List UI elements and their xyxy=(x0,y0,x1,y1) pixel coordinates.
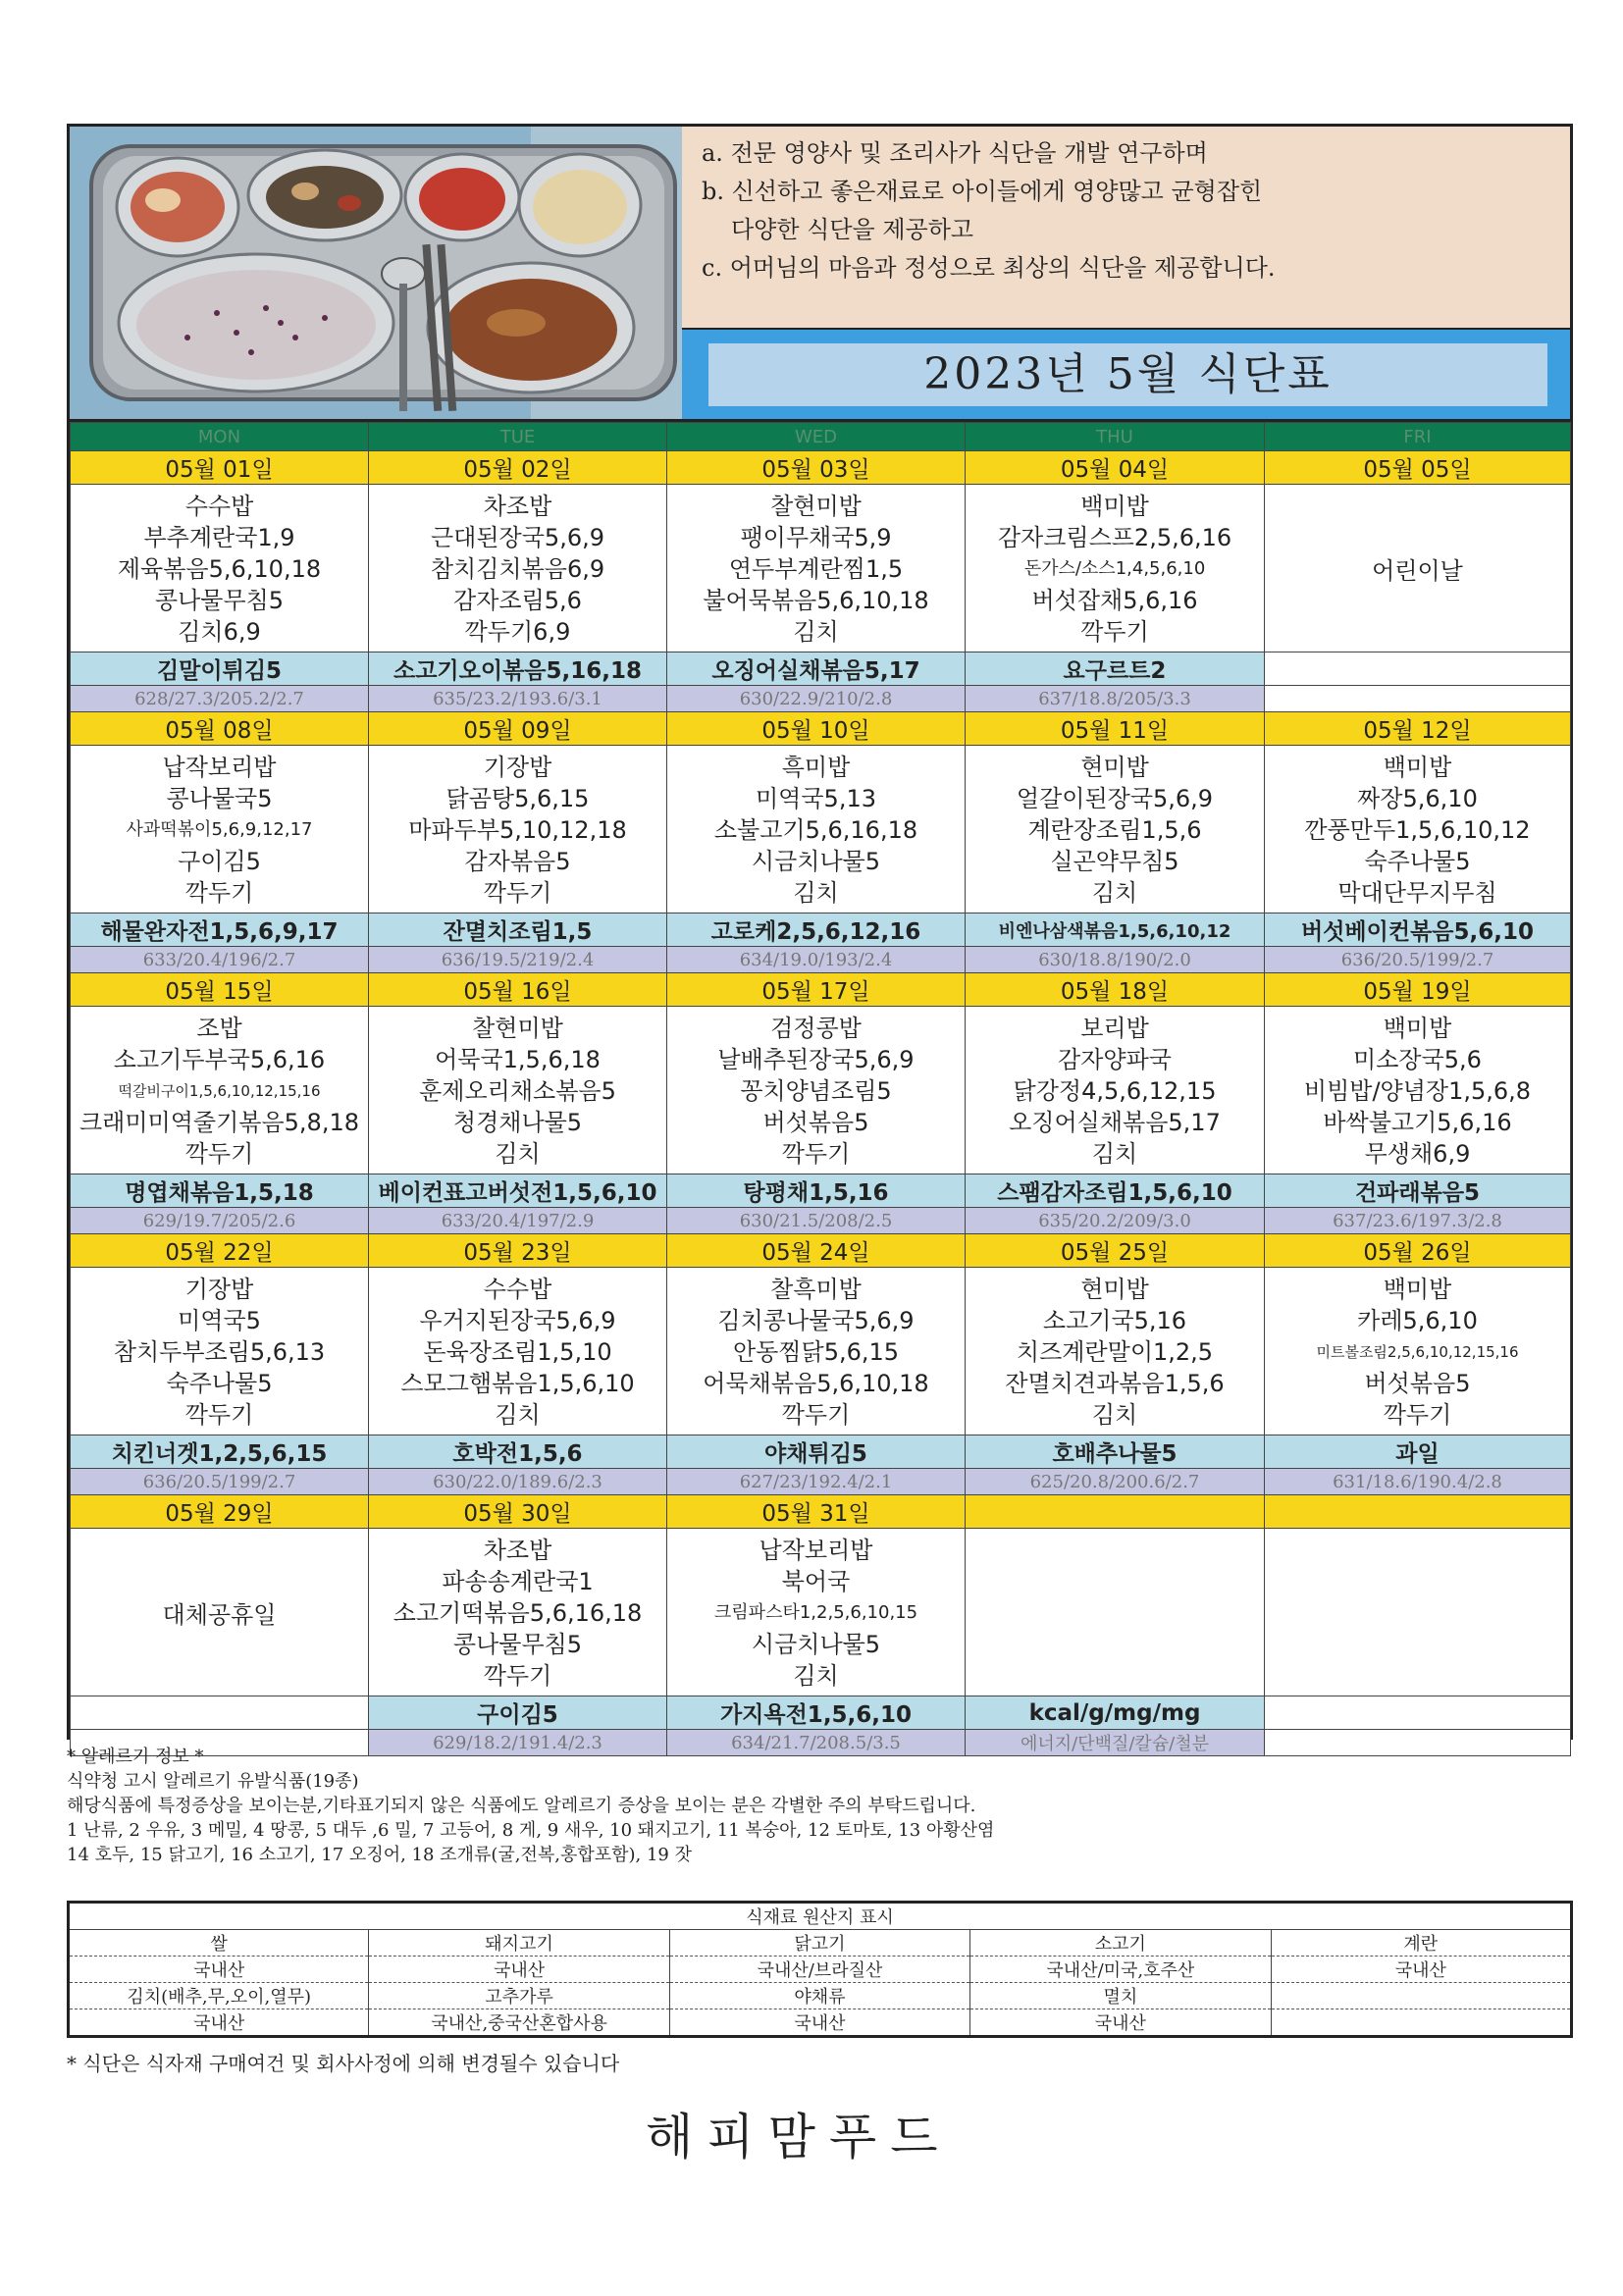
date-cell: 05월 19일 xyxy=(1265,973,1571,1007)
change-notice: * 식단은 식자재 구매여건 및 회사사정에 의해 변경될수 있습니다 xyxy=(67,2052,620,2075)
page-title: 2023년 5월 식단표 xyxy=(708,343,1547,406)
date-cell: 05월 08일 xyxy=(71,712,369,746)
menu-item: 소고기떡볶음5,6,16,18 xyxy=(393,1599,643,1627)
menu-item: 깍두기 xyxy=(184,879,254,907)
menu-item: 제육볶음5,6,10,18 xyxy=(117,555,322,583)
menu-cell xyxy=(966,746,1265,913)
allergy-line: 14 호두, 15 닭고기, 16 소고기, 17 오징어, 18 조개류(굴,전복,홍합포함), 19 잣 xyxy=(67,1845,692,1865)
menu-item: 무생채6,9 xyxy=(1364,1140,1471,1168)
nutrition-row xyxy=(71,1208,1571,1234)
date-cell: 05월 23일 xyxy=(369,1234,667,1268)
menu-item: 대체공휴일 xyxy=(162,1601,277,1629)
snack-cell: 김말이튀김5 xyxy=(71,652,369,686)
menu-cell xyxy=(369,485,667,652)
menu-cell xyxy=(369,746,667,913)
menu-row xyxy=(71,1007,1571,1174)
menu-item: 비빔밥/양념장1,5,6,8 xyxy=(1303,1077,1532,1105)
snack-cell: 요구르트2 xyxy=(966,652,1265,686)
date-row xyxy=(71,451,1571,485)
menu-item: 기장밥 xyxy=(483,754,552,781)
menu-item: 불어묵볶음5,6,10,18 xyxy=(703,587,929,614)
menu-item: 김치 xyxy=(1091,1401,1138,1429)
menu-item: 소고기국5,16 xyxy=(1042,1307,1187,1334)
origin-cell: 국내산 xyxy=(369,1957,669,1983)
menu-item: 깍두기 xyxy=(1383,1401,1452,1429)
menu-cell xyxy=(71,746,369,913)
menu-item: 보리밥 xyxy=(1080,1015,1149,1042)
origin-cell: 고추가루 xyxy=(369,1983,669,2009)
nutrition-cell xyxy=(1265,686,1571,712)
nutrition-cell: 637/23.6/197.3/2.8 xyxy=(1265,1208,1571,1234)
date-cell: 05월 02일 xyxy=(369,451,667,485)
nutrition-row xyxy=(71,686,1571,712)
origin-row xyxy=(69,2009,1572,2037)
menu-item: 시금치나물5 xyxy=(751,1631,881,1658)
menu-item: 안동찜닭5,6,15 xyxy=(732,1338,900,1366)
menu-item: 우거지된장국5,6,9 xyxy=(419,1307,616,1334)
menu-item: 미역국5,13 xyxy=(756,785,876,812)
menu-item: 백미밥 xyxy=(1383,754,1452,781)
menu-item: 꽁치양념조림5 xyxy=(740,1077,892,1105)
menu-item: 소고기두부국5,6,16 xyxy=(113,1046,326,1073)
menu-item: 김치콩나물국5,6,9 xyxy=(717,1307,915,1334)
allergy-heading: * 알레르기 정보 * xyxy=(67,1747,204,1767)
origin-row xyxy=(69,1957,1572,1983)
date-row xyxy=(71,1234,1571,1268)
menu-item: 납작보리밥 xyxy=(162,754,277,781)
nutrition-cell: 630/22.0/189.6/2.3 xyxy=(369,1469,667,1495)
menu-item: 시금치나물5 xyxy=(751,848,881,875)
date-cell: 05월 18일 xyxy=(966,973,1265,1007)
menu-cell xyxy=(966,1268,1265,1435)
snack-cell: 비엔나삼색볶음1,5,6,10,12 xyxy=(966,913,1265,947)
nutrition-cell: 636/20.5/199/2.7 xyxy=(1265,947,1571,973)
menu-item: 감자크림스프2,5,6,16 xyxy=(997,524,1232,551)
menu-item: 소불고기5,6,16,18 xyxy=(713,816,918,844)
intro-line-b: b. 신선하고 좋은재료로 아이들에게 영양많고 균형잡힌 xyxy=(702,178,1263,205)
allergy-line: 1 난류, 2 우유, 3 메밀, 4 땅콩, 5 대두 ,6 밀, 7 고등어, 8 게, 9 새우, 10 돼지고기, 11 복숭아, 12 토마토, 13 아황산염 xyxy=(67,1820,995,1841)
snack-cell: 야채튀김5 xyxy=(667,1435,966,1469)
origin-cell: 소고기 xyxy=(970,1930,1271,1957)
origin-row xyxy=(69,1930,1572,1957)
menu-cell xyxy=(966,485,1265,652)
menu-item: 깍두기 xyxy=(483,879,552,907)
nutrition-cell: 에너지/단백질/칼슘/철분 xyxy=(966,1730,1265,1756)
date-cell: 05월 15일 xyxy=(71,973,369,1007)
weekday-header-row xyxy=(71,423,1571,451)
menu-item: 버섯잡채5,6,16 xyxy=(1031,587,1198,614)
menu-cell xyxy=(71,1268,369,1435)
date-cell: 05월 05일 xyxy=(1265,451,1571,485)
menu-item: 파송송계란국1 xyxy=(442,1568,594,1595)
menu-item: 실곤약무침5 xyxy=(1050,848,1179,875)
menu-item: 참치김치볶음6,9 xyxy=(430,555,605,583)
menu-item: 잔멸치견과볶음1,5,6 xyxy=(1005,1370,1225,1397)
nutrition-cell: 633/20.4/197/2.9 xyxy=(369,1208,667,1234)
menu-item: 북어국 xyxy=(781,1568,851,1595)
menu-item: 감자양파국 xyxy=(1058,1046,1172,1073)
nutrition-cell: 635/23.2/193.6/3.1 xyxy=(369,686,667,712)
nutrition-cell: 636/20.5/199/2.7 xyxy=(71,1469,369,1495)
company-name: 해피맘푸드 xyxy=(646,2109,952,2166)
menu-cell xyxy=(369,1007,667,1174)
snack-row xyxy=(71,1174,1571,1208)
menu-item: 김치 xyxy=(1091,879,1138,907)
snack-cell xyxy=(71,1696,369,1730)
menu-row xyxy=(71,746,1571,913)
menu-item: 검정콩밥 xyxy=(770,1015,862,1042)
menu-item: 어묵채볶음5,6,10,18 xyxy=(703,1370,929,1397)
menu-cell xyxy=(667,1268,966,1435)
menu-row xyxy=(71,1268,1571,1435)
menu-item: 사과떡볶이5,6,9,12,17 xyxy=(126,819,313,840)
snack-cell: 탕평채1,5,16 xyxy=(667,1174,966,1208)
snack-cell: 해물완자전1,5,6,9,17 xyxy=(71,913,369,947)
intro-line-c: c. 어머님의 마음과 정성으로 최상의 식단을 제공합니다. xyxy=(702,254,1276,282)
origin-cell: 국내산/브라질산 xyxy=(669,1957,969,1983)
menu-cell xyxy=(966,1007,1265,1174)
origin-cell: 국내산/미국,호주산 xyxy=(970,1957,1271,1983)
menu-item: 연두부계란찜1,5 xyxy=(728,555,904,583)
snack-cell: 구이김5 xyxy=(369,1696,667,1730)
nutrition-cell: 627/23/192.4/2.1 xyxy=(667,1469,966,1495)
intro-line-a: a. 전문 영양사 및 조리사가 식단을 개발 연구하며 xyxy=(702,139,1208,167)
origin-cell: 쌀 xyxy=(69,1930,369,1957)
origin-cell: 닭고기 xyxy=(669,1930,969,1957)
date-cell: 05월 01일 xyxy=(71,451,369,485)
menu-item: 어묵국1,5,6,18 xyxy=(435,1046,601,1073)
menu-item: 숙주나물5 xyxy=(166,1370,273,1397)
menu-item: 참치두부조림5,6,13 xyxy=(113,1338,326,1366)
menu-item: 깍두기 xyxy=(184,1140,254,1168)
menu-item: 백미밥 xyxy=(1383,1015,1452,1042)
menu-item: 김치6,9 xyxy=(178,618,261,646)
menu-item: 팽이무채국5,9 xyxy=(740,524,892,551)
origin-row xyxy=(69,1983,1572,2009)
nutrition-cell: 630/22.9/210/2.8 xyxy=(667,686,966,712)
menu-item: 콩나물무침5 xyxy=(452,1631,583,1658)
menu-item: 막대단무지무침 xyxy=(1337,879,1497,907)
menu-item: 돈가스/소스1,4,5,6,10 xyxy=(1023,558,1206,579)
menu-item: 찰흑미밥 xyxy=(770,1276,862,1303)
menu-cell xyxy=(1265,746,1571,913)
menu-item: 김치 xyxy=(1091,1140,1138,1168)
menu-item: 부추계란국1,9 xyxy=(143,524,295,551)
menu-item: 감자볶음5 xyxy=(464,848,571,875)
snack-cell: 오징어실채볶음5,17 xyxy=(667,652,966,686)
menu-item: 김치 xyxy=(793,618,839,646)
snack-row xyxy=(71,652,1571,686)
nutrition-cell: 630/18.8/190/2.0 xyxy=(966,947,1265,973)
menu-item: 스모그햄볶음1,5,6,10 xyxy=(400,1370,635,1397)
menu-item: 콩나물무침5 xyxy=(154,587,285,614)
weekday-thu: THU xyxy=(966,423,1265,451)
origin-cell xyxy=(1271,1983,1571,2009)
menu-item: 찰현미밥 xyxy=(472,1015,563,1042)
menu-item: 찰현미밥 xyxy=(770,493,862,520)
menu-item: 어린이날 xyxy=(1372,557,1463,585)
snack-cell: 건파래볶음5 xyxy=(1265,1174,1571,1208)
menu-row xyxy=(71,1529,1571,1696)
menu-item: 백미밥 xyxy=(1080,493,1149,520)
weekday-tue: TUE xyxy=(369,423,667,451)
menu-item: 깍두기 xyxy=(781,1140,851,1168)
menu-cell xyxy=(1265,1268,1571,1435)
menu-item: 감자조림5,6 xyxy=(453,587,582,614)
snack-cell: 소고기오이볶음5,16,18 xyxy=(369,652,667,686)
date-row xyxy=(71,1495,1571,1529)
menu-item: 백미밥 xyxy=(1383,1276,1452,1303)
origin-cell xyxy=(1271,2009,1571,2037)
allergy-line: 식약청 고시 알레르기 유발식품(19종) xyxy=(67,1771,359,1792)
menu-item: 돈육장조림1,5,10 xyxy=(423,1338,612,1366)
menu-item: 훈제오리채소볶음5 xyxy=(419,1077,616,1105)
menu-item: 마파두부5,10,12,18 xyxy=(408,816,627,844)
date-row xyxy=(71,973,1571,1007)
menu-item: 짜장5,6,10 xyxy=(1357,785,1478,812)
menu-item: 오징어실채볶음5,17 xyxy=(1009,1109,1221,1136)
menu-item: 얼갈이된장국5,6,9 xyxy=(1016,785,1214,812)
menu-cell xyxy=(71,1007,369,1174)
intro-text xyxy=(682,127,1570,328)
origin-cell: 국내산,중국산혼합사용 xyxy=(369,2009,669,2037)
snack-cell xyxy=(1265,652,1571,686)
nutrition-cell: 625/20.8/200.6/2.7 xyxy=(966,1469,1265,1495)
menu-item: 치즈계란말이1,2,5 xyxy=(1016,1338,1214,1366)
menu-item: 수수밥 xyxy=(483,1276,552,1303)
date-cell: 05월 11일 xyxy=(966,712,1265,746)
weekday-fri: FRI xyxy=(1265,423,1571,451)
origin-cell: 국내산 xyxy=(69,2009,369,2037)
menu-item: 숙주나물5 xyxy=(1364,848,1471,875)
menu-item: 수수밥 xyxy=(184,493,254,520)
snack-cell: kcal/g/mg/mg xyxy=(966,1696,1265,1730)
nutrition-row xyxy=(71,947,1571,973)
menu-item: 현미밥 xyxy=(1080,1276,1149,1303)
header xyxy=(70,127,1570,422)
weekday-wed: WED xyxy=(667,423,966,451)
title-banner xyxy=(682,328,1570,419)
menu-cell xyxy=(667,485,966,652)
nutrition-cell: 631/18.6/190.4/2.8 xyxy=(1265,1469,1571,1495)
date-cell: 05월 31일 xyxy=(667,1495,966,1529)
date-cell xyxy=(1265,1495,1571,1529)
menu-item: 깍두기 xyxy=(1080,618,1149,646)
menu-item: 근대된장국5,6,9 xyxy=(431,524,604,551)
snack-cell: 잔멸치조림1,5 xyxy=(369,913,667,947)
menu-item: 크림파스타1,2,5,6,10,15 xyxy=(713,1602,918,1623)
menu-item: 차조밥 xyxy=(483,1537,552,1564)
menu-item: 닭곰탕5,6,15 xyxy=(445,785,590,812)
snack-cell xyxy=(1265,1696,1571,1730)
snack-cell: 베이컨표고버섯전1,5,6,10 xyxy=(369,1174,667,1208)
menu-item: 현미밥 xyxy=(1080,754,1149,781)
menu-item: 날배추된장국5,6,9 xyxy=(717,1046,915,1073)
menu-item: 계란장조림1,5,6 xyxy=(1027,816,1202,844)
origin-cell: 계란 xyxy=(1271,1930,1571,1957)
allergy-info xyxy=(67,1745,1573,1867)
menu-table xyxy=(70,422,1571,1756)
menu-item: 김치 xyxy=(793,879,839,907)
snack-cell: 치킨너겟1,2,5,6,15 xyxy=(71,1435,369,1469)
origin-cell: 야채류 xyxy=(669,1983,969,2009)
date-cell: 05월 16일 xyxy=(369,973,667,1007)
snack-cell: 버섯베이컨볶음5,6,10 xyxy=(1265,913,1571,947)
date-cell: 05월 29일 xyxy=(71,1495,369,1529)
meal-tray-photo xyxy=(70,127,684,419)
menu-item: 납작보리밥 xyxy=(759,1537,873,1564)
menu-item: 미역국5 xyxy=(178,1307,261,1334)
nutrition-cell: 636/19.5/219/2.4 xyxy=(369,947,667,973)
menu-item: 깍두기 xyxy=(184,1401,254,1429)
date-cell: 05월 26일 xyxy=(1265,1234,1571,1268)
menu-cell xyxy=(667,1007,966,1174)
menu-item: 미트볼조림2,5,6,10,12,15,16 xyxy=(1316,1343,1519,1361)
menu-cell xyxy=(1265,485,1571,652)
menu-row xyxy=(71,485,1571,652)
menu-item: 카레5,6,10 xyxy=(1357,1307,1478,1334)
nutrition-cell: 634/21.7/208.5/3.5 xyxy=(667,1730,966,1756)
origin-title: 식재료 원산지 표시 xyxy=(69,1903,1572,1930)
snack-row xyxy=(71,1435,1571,1469)
menu-item: 크래미미역줄기볶음5,8,18 xyxy=(79,1109,359,1136)
nutrition-cell: 629/18.2/191.4/2.3 xyxy=(369,1730,667,1756)
menu-cell xyxy=(71,485,369,652)
menu-item: 콩나물국5 xyxy=(166,785,273,812)
meal-tray-illustration xyxy=(70,127,682,419)
menu-item: 깐풍만두1,5,6,10,12 xyxy=(1304,816,1531,844)
weekday-mon: MON xyxy=(71,423,369,451)
date-cell: 05월 17일 xyxy=(667,973,966,1007)
origin-cell: 돼지고기 xyxy=(369,1930,669,1957)
nutrition-cell: 634/19.0/193/2.4 xyxy=(667,947,966,973)
menu-cell xyxy=(667,1529,966,1696)
menu-item: 떡갈비구이1,5,6,10,12,15,16 xyxy=(118,1082,321,1100)
snack-cell: 가지욕전1,5,6,10 xyxy=(667,1696,966,1730)
menu-item: 깍두기 xyxy=(483,1662,552,1690)
menu-cell xyxy=(1265,1529,1571,1696)
menu-item: 기장밥 xyxy=(184,1276,254,1303)
snack-cell: 호박전1,5,6 xyxy=(369,1435,667,1469)
menu-cell xyxy=(1265,1007,1571,1174)
intro-line-b-cont: 다양한 식단을 제공하고 xyxy=(731,216,974,243)
date-cell: 05월 12일 xyxy=(1265,712,1571,746)
nutrition-row xyxy=(71,1469,1571,1495)
menu-cell xyxy=(966,1529,1265,1696)
date-cell: 05월 30일 xyxy=(369,1495,667,1529)
menu-item: 버섯볶음5 xyxy=(1364,1370,1471,1397)
menu-item: 구이김5 xyxy=(178,848,261,875)
menu-sheet xyxy=(67,124,1573,1754)
snack-row xyxy=(71,1696,1571,1730)
snack-cell: 호배추나물5 xyxy=(966,1435,1265,1469)
menu-item: 김치 xyxy=(495,1401,541,1429)
menu-cell xyxy=(369,1529,667,1696)
menu-item: 버섯볶음5 xyxy=(762,1109,869,1136)
snack-cell: 명엽채볶음1,5,18 xyxy=(71,1174,369,1208)
date-cell: 05월 22일 xyxy=(71,1234,369,1268)
origin-table xyxy=(67,1901,1573,2038)
nutrition-cell: 637/18.8/205/3.3 xyxy=(966,686,1265,712)
date-cell: 05월 10일 xyxy=(667,712,966,746)
allergy-line: 해당식품에 특정증상을 보이는분,기타표기되지 않은 식품에도 알레르기 증상을 보이는 분은 각별한 주의 부탁드립니다. xyxy=(67,1796,976,1816)
date-cell: 05월 04일 xyxy=(966,451,1265,485)
menu-cell xyxy=(71,1529,369,1696)
menu-item: 조밥 xyxy=(196,1015,242,1042)
menu-item: 닭강정4,5,6,12,15 xyxy=(1013,1077,1217,1105)
menu-item: 김치 xyxy=(495,1140,541,1168)
snack-cell: 과일 xyxy=(1265,1435,1571,1469)
nutrition-cell: 629/19.7/205/2.6 xyxy=(71,1208,369,1234)
nutrition-cell: 635/20.2/209/3.0 xyxy=(966,1208,1265,1234)
origin-cell: 국내산 xyxy=(970,2009,1271,2037)
menu-item: 미소장국5,6 xyxy=(1353,1046,1482,1073)
date-cell: 05월 09일 xyxy=(369,712,667,746)
menu-item: 바싹불고기5,6,16 xyxy=(1323,1109,1512,1136)
menu-item: 흑미밥 xyxy=(781,754,851,781)
menu-item: 차조밥 xyxy=(483,493,552,520)
menu-item: 김치 xyxy=(793,1662,839,1690)
nutrition-cell: 633/20.4/196/2.7 xyxy=(71,947,369,973)
snack-cell: 고로케2,5,6,12,16 xyxy=(667,913,966,947)
date-row xyxy=(71,712,1571,746)
menu-cell xyxy=(369,1268,667,1435)
snack-cell: 스팸감자조림1,5,6,10 xyxy=(966,1174,1265,1208)
nutrition-cell: 630/21.5/208/2.5 xyxy=(667,1208,966,1234)
menu-item: 깍두기6,9 xyxy=(464,618,571,646)
menu-item: 깍두기 xyxy=(781,1401,851,1429)
origin-cell: 국내산 xyxy=(69,1957,369,1983)
origin-cell: 멸치 xyxy=(970,1983,1271,2009)
date-cell xyxy=(966,1495,1265,1529)
origin-cell: 김치(배추,무,오이,열무) xyxy=(69,1983,369,2009)
date-cell: 05월 25일 xyxy=(966,1234,1265,1268)
nutrition-cell: 628/27.3/205.2/2.7 xyxy=(71,686,369,712)
menu-cell xyxy=(667,746,966,913)
origin-cell: 국내산 xyxy=(1271,1957,1571,1983)
date-cell: 05월 03일 xyxy=(667,451,966,485)
date-cell: 05월 24일 xyxy=(667,1234,966,1268)
snack-row xyxy=(71,913,1571,947)
menu-item: 청경채나물5 xyxy=(452,1109,583,1136)
origin-cell: 국내산 xyxy=(669,2009,969,2037)
